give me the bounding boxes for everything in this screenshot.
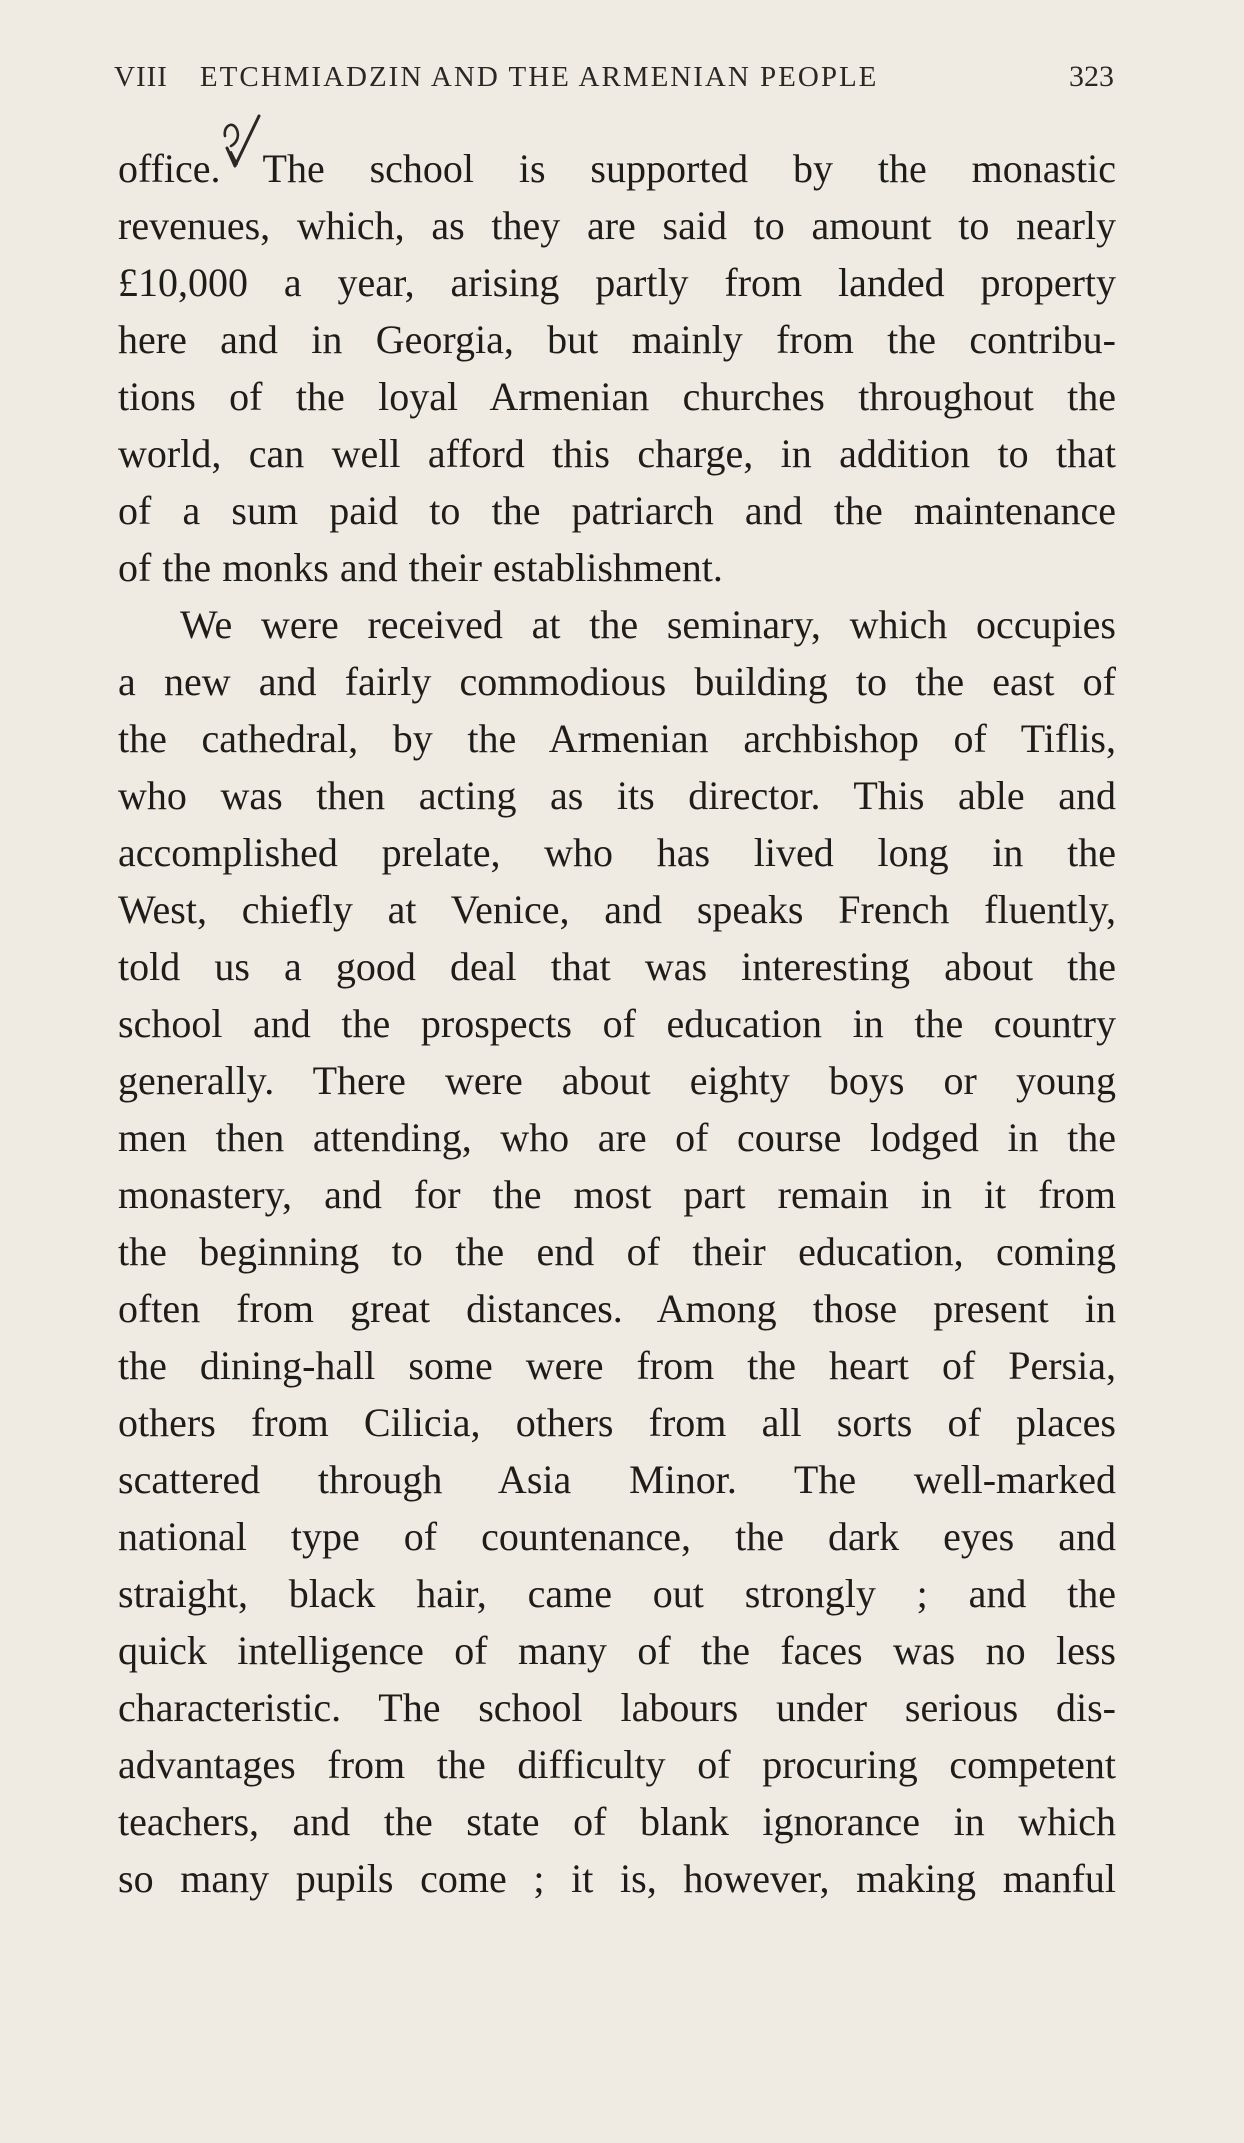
text-line: straight, black hair, came out strongly ; and the [118, 1571, 1116, 1616]
text-line: characteristic. The school labours under serious dis- [118, 1685, 1116, 1730]
proof-mark [221, 142, 263, 182]
text-line: of the monks and their establishment. [118, 545, 723, 590]
text-line: quick intelligence of many of the faces was no less [118, 1628, 1116, 1673]
text-line: of a sum paid to the patriarch and the maintenance [118, 488, 1116, 533]
text-line [118, 140, 1116, 198]
page-number: 323 [1069, 60, 1114, 93]
text-line: monastery, and for the most part remain in it from [118, 1172, 1116, 1217]
text-line: who was then acting as its director. This able and [118, 773, 1116, 818]
text-line: world, can well afford this charge, in addition to that [118, 431, 1116, 476]
running-title: ETCHMIADZIN AND THE ARMENIAN PEOPLE [199, 61, 879, 93]
text-line: told us a good deal that was interesting about the [118, 944, 1116, 989]
text-line: others from Cilicia, others from all sorts of places [118, 1400, 1116, 1445]
text-line: school and the prospects of education in the country [118, 1001, 1116, 1046]
text-line: teachers, and the state of blank ignorance in which [118, 1799, 1116, 1844]
text-line: so many pupils come ; it is, however, making manful [118, 1856, 1116, 1901]
paragraph-insertion-mark-icon [215, 114, 269, 184]
text-line: men then attending, who are of course lodged in the [118, 1115, 1116, 1160]
running-head [114, 60, 1114, 110]
text-line: West, chiefly at Venice, and speaks French fluently, [118, 887, 1116, 932]
text-line: the beginning to the end of their education, coming [118, 1229, 1116, 1274]
text-segment: The school is supported by the monastic [262, 146, 1116, 191]
text-line: revenues, which, as they are said to amount to nearly [118, 203, 1116, 248]
text-line: the cathedral, by the Armenian archbishop of Tiflis, [118, 716, 1116, 761]
text-line: generally. There were about eighty boys or young [118, 1058, 1116, 1103]
text-line: the dining-hall some were from the heart of Persia, [118, 1343, 1116, 1388]
text-line: tions of the loyal Armenian churches throughout the [118, 374, 1116, 419]
text-line: advantages from the difficulty of procuring competent [118, 1742, 1116, 1787]
text-line: accomplished prelate, who has lived long in the [118, 830, 1116, 875]
text-line: here and in Georgia, but mainly from the contribu- [118, 317, 1116, 362]
paragraph-start-line: We were received at the seminary, which occupies [180, 602, 1116, 647]
text-line: national type of countenance, the dark eyes and [118, 1514, 1116, 1559]
chapter-number: VIII [114, 61, 168, 93]
text-line: a new and fairly commodious building to the east of [118, 659, 1116, 704]
text-line: £10,000 a year, arising partly from landed property [118, 260, 1116, 305]
text-line: scattered through Asia Minor. The well-marked [118, 1457, 1116, 1502]
text-line: often from great distances. Among those present in [118, 1286, 1116, 1331]
text-segment: office. [118, 146, 221, 191]
